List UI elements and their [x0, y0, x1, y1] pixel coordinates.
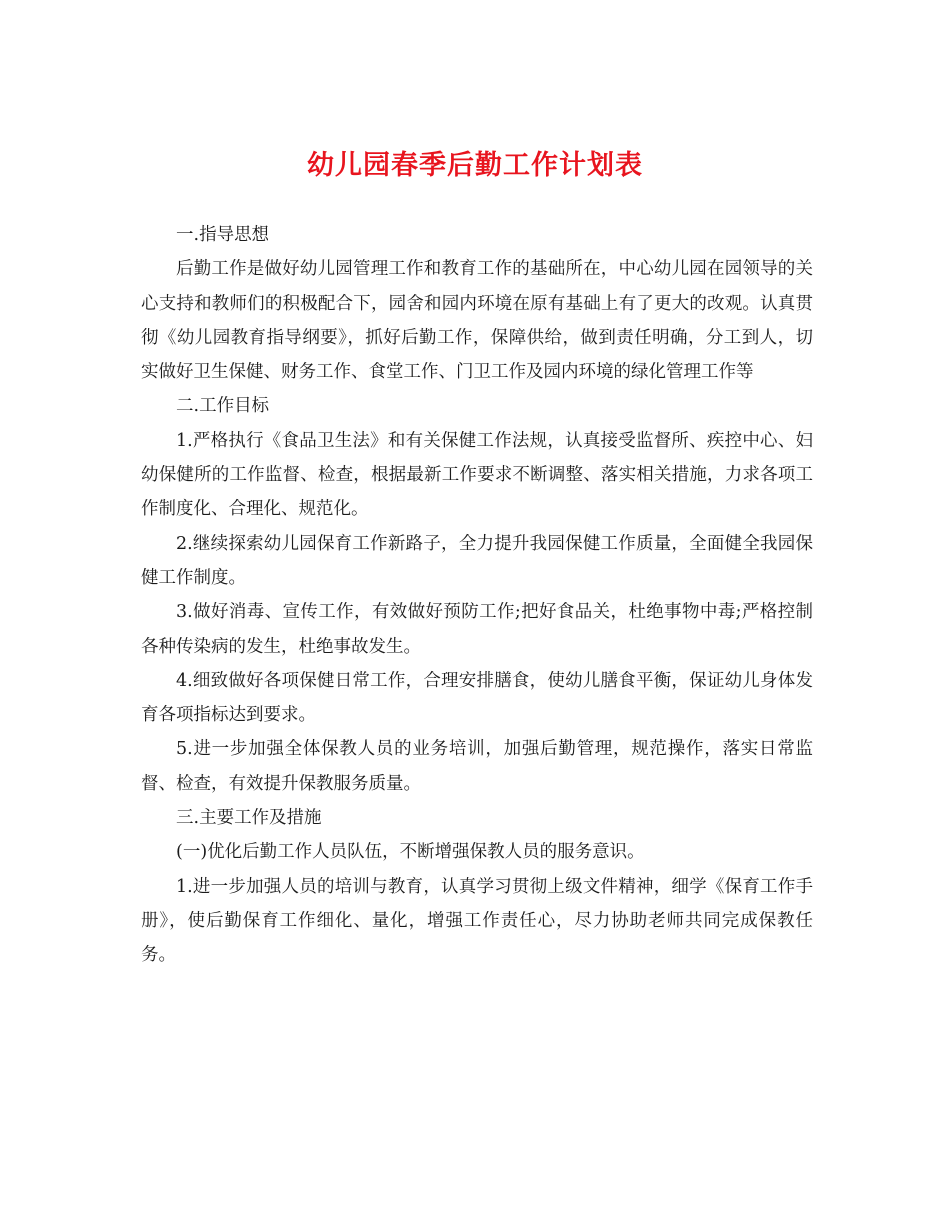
- subsection-heading-1: (一)优化后勤工作人员队伍，不断增强保教人员的服务意识。: [176, 842, 645, 863]
- paragraph-intro: 后勤工作是做好幼儿园管理工作和教育工作的基础所在，中心幼儿园在园领导的关心支持和教师们的积极配合下，园舍和园内环境在原有基础上有了更大的改观。认真贯彻《幼儿园教育指导纲要》，抓好后勤工作，保障供给，做到责任明确，分工到人，切实做好卫生保健、财务工作、食堂工作、门卫工作及园内环境的绿化管理工作等: [141, 259, 813, 383]
- document-body: [141, 218, 813, 973]
- section-heading-work-goals: 二.工作目标: [176, 396, 270, 417]
- measure-item-1: 1.进一步加强人员的培训与教育，认真学习贯彻上级文件精神，细学《保育工作手册》，使后勤保育工作细化、量化，增强工作责任心，尽力协助老师共同完成保教任务。: [141, 876, 813, 966]
- document-title: 幼儿园春季后勤工作计划表: [307, 150, 643, 181]
- goal-item-2: 2.继续探索幼儿园保育工作新路子，全力提升我园保健工作质量，全面健全我园保健工作制度。: [141, 533, 813, 588]
- goal-item-5: 5.进一步加强全体保教人员的业务培训，加强后勤管理，规范操作，落实日常监督、检查，有效提升保教服务质量。: [141, 739, 813, 794]
- goal-item-1: 1.严格执行《食品卫生法》和有关保健工作法规，认真接受监督所、疾控中心、妇幼保健所的工作监督、检查，根据最新工作要求不断调整、落实相关措施，力求各项工作制度化、合理化、规范化。: [141, 430, 813, 520]
- goal-item-3: 3.做好消毒、宣传工作，有效做好预防工作;把好食品关，杜绝事物中毒;严格控制各种传染病的发生，杜绝事故发生。: [141, 602, 813, 657]
- section-heading-main-work: 三.主要工作及措施: [176, 808, 322, 829]
- section-heading-guiding-ideology: 一.指导思想: [176, 225, 270, 245]
- goal-item-4: 4.细致做好各项保健日常工作，合理安排膳食，使幼儿膳食平衡，保证幼儿身体发育各项指标达到要求。: [141, 670, 813, 726]
